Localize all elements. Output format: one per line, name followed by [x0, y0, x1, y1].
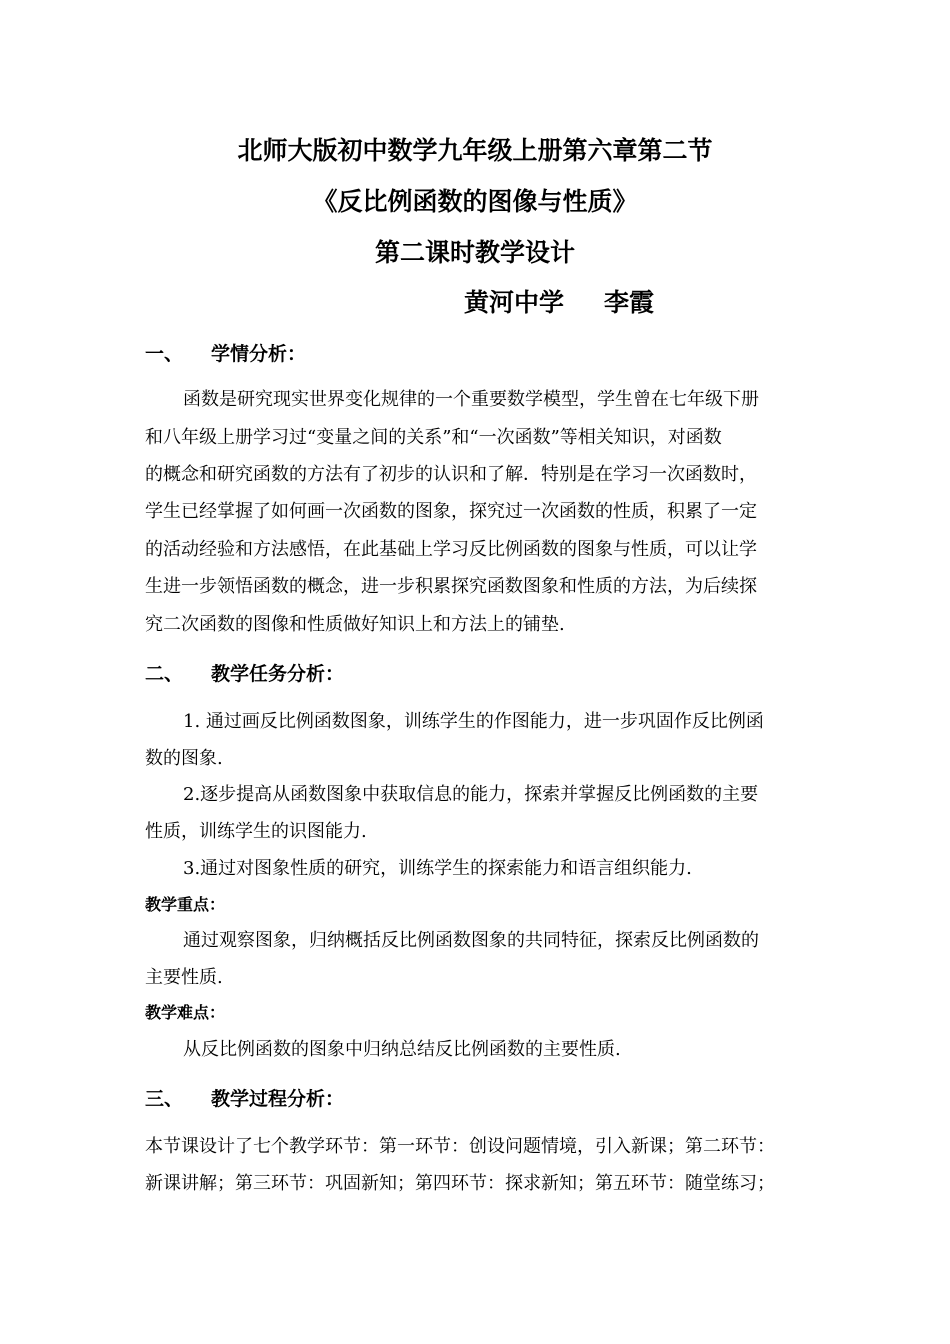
- key-point-label: 教学重点：: [145, 895, 226, 914]
- section-2-line-1: 1. 通过画反比例函数图象，训练学生的作图能力，进一步巩固作反比例函: [183, 711, 764, 732]
- title-line-2: 《反比例函数的图像与性质》: [312, 187, 638, 216]
- section-2-line-2: 数的图象.: [145, 748, 223, 769]
- author-line: [464, 288, 654, 318]
- section-1-line-2: 和八年级上册学习过“变量之间的关系”和“一次函数”等相关知识，对函数: [145, 427, 722, 448]
- title-line-1: 北师大版初中数学九年级上册第六章第二节: [237, 136, 713, 165]
- section-2-line-5: 3.通过对图象性质的研究，训练学生的探索能力和语言组织能力.: [183, 858, 692, 879]
- section-3-line-1: 本节课设计了七个教学环节：第一环节：创设问题情境，引入新课；第二环节：: [145, 1136, 775, 1157]
- section-2-heading: [145, 661, 344, 687]
- section-3-line-2: 新课讲解；第三环节：巩固新知；第四环节：探求新知；第五环节：随堂练习；: [145, 1173, 775, 1194]
- section-2-line-4: 性质，训练学生的识图能力.: [145, 821, 367, 842]
- key-point-line-2: 主要性质.: [145, 967, 223, 988]
- title-line-3: 第二课时教学设计: [374, 238, 575, 267]
- section-3-title: 教学过程分析：: [211, 1088, 345, 1110]
- section-1-heading: [145, 341, 306, 367]
- difficulty-label: 教学难点：: [145, 1003, 226, 1022]
- difficulty-line-1: 从反比例函数的图象中归纳总结反比例函数的主要性质.: [183, 1039, 621, 1060]
- section-2-number: 二、: [145, 663, 184, 685]
- section-3-heading: [145, 1086, 344, 1112]
- author-name: 李霞: [604, 288, 655, 317]
- section-1-number: 一、: [145, 343, 184, 365]
- section-1-line-1: 函数是研究现实世界变化规律的一个重要数学模型，学生曾在七年级下册: [183, 389, 759, 410]
- section-1-line-4: 学生已经掌握了如何画一次函数的图象，探究过一次函数的性质，积累了一定: [145, 501, 757, 522]
- section-1-line-3: 的概念和研究函数的方法有了初步的认识和了解．特别是在学习一次函数时，: [145, 464, 757, 485]
- section-1-line-6: 生进一步领悟函数的概念，进一步积累探究函数图象和性质的方法，为后续探: [145, 576, 757, 597]
- section-1-line-5: 的活动经验和方法感悟，在此基础上学习反比例函数的图象与性质，可以让学: [145, 539, 757, 560]
- section-1-line-7: 究二次函数的图像和性质做好知识上和方法上的铺垫.: [145, 614, 565, 635]
- key-point-line-1: 通过观察图象，归纳概括反比例函数图象的共同特征，探索反比例函数的: [183, 930, 759, 951]
- section-2-line-3: 2.逐步提高从函数图象中获取信息的能力，探索并掌握反比例函数的主要: [183, 784, 759, 805]
- section-2-title: 教学任务分析：: [211, 663, 345, 685]
- section-1-title: 学情分析：: [211, 343, 307, 365]
- section-3-number: 三、: [145, 1088, 184, 1110]
- school-name: 黄河中学: [464, 288, 565, 317]
